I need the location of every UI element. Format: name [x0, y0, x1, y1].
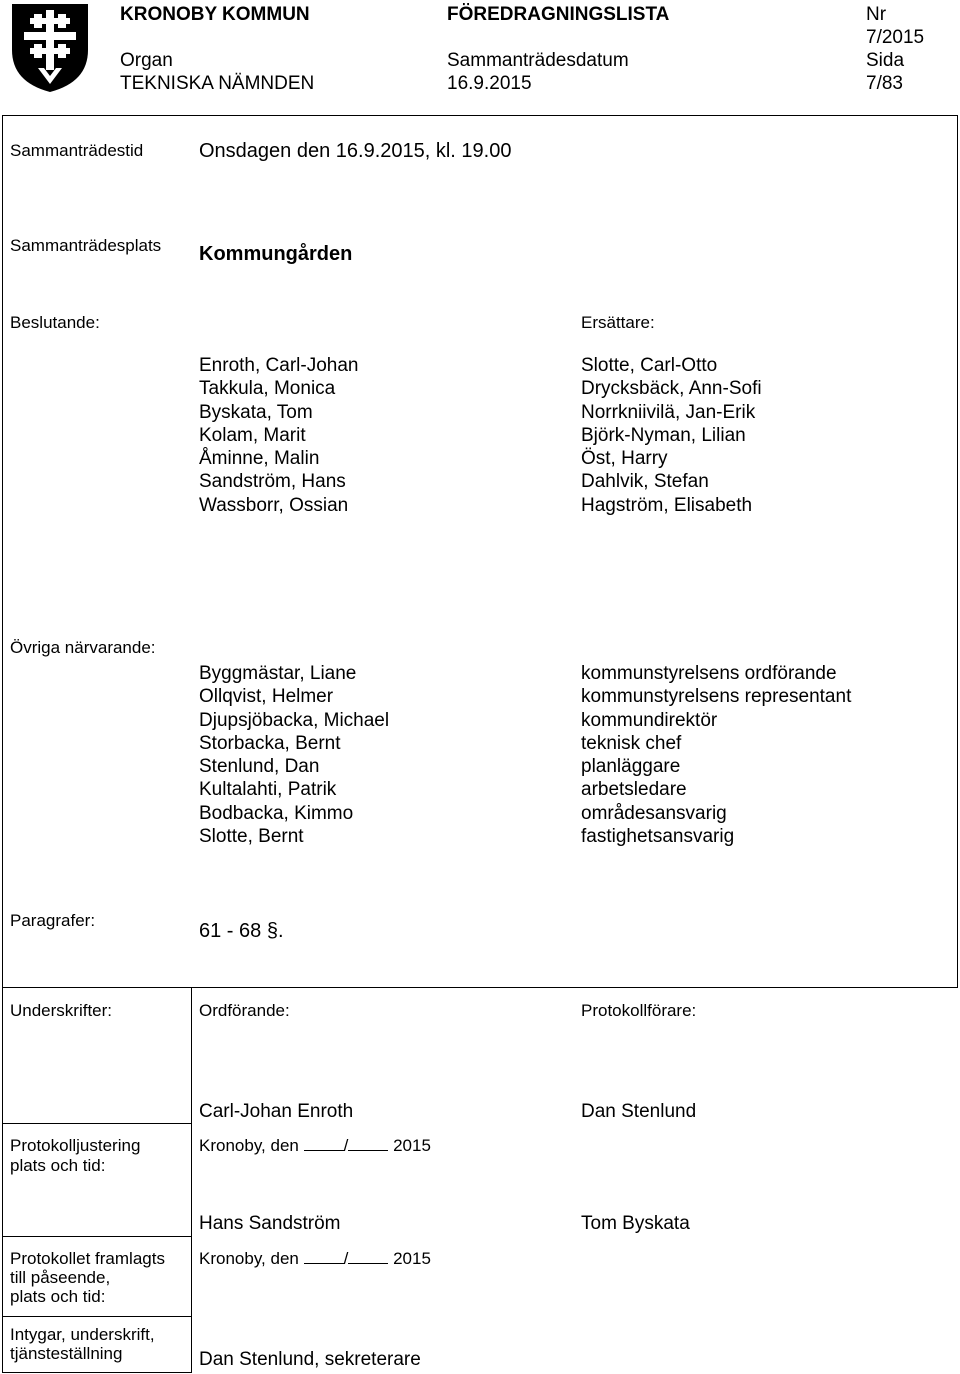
posting-label-line3: plats och tid: — [10, 1287, 106, 1306]
list-item: Wassborr, Ossian — [199, 494, 349, 516]
list-item: Byskata, Tom — [199, 401, 313, 423]
list-item: kommunstyrelsens ordförande — [581, 663, 837, 684]
secretary-name: Dan Stenlund — [581, 1101, 697, 1122]
list-item: Slotte, Bernt — [199, 826, 304, 848]
list-item: Ollqvist, Helmer — [199, 686, 334, 708]
municipal-coat-of-arms-logo — [10, 2, 90, 94]
meeting-date-value: 16.9.2015 — [447, 73, 532, 94]
list-item: områdesansvarig — [581, 802, 727, 824]
adjustment-divider — [2, 1123, 192, 1124]
list-item: Björk-Nyman, Lilian — [581, 424, 746, 446]
frame-bottom-line — [2, 1372, 192, 1373]
meeting-time-label: Sammanträdestid — [10, 141, 144, 160]
posting-divider — [2, 1236, 192, 1237]
list-item: Stenlund, Dan — [199, 756, 320, 778]
meeting-place-label: Sammanträdesplats — [10, 236, 162, 255]
meeting-date-label: Sammanträdesdatum — [447, 50, 629, 71]
list-item: Bodbacka, Kimmo — [199, 802, 354, 824]
list-item: arbetsledare — [581, 779, 687, 801]
page-value: 7/83 — [866, 73, 903, 94]
deciders-label: Beslutande: — [10, 313, 100, 332]
adjustment-label-line1: Protokolljustering — [10, 1136, 141, 1155]
list-item: kommunstyrelsens representant — [581, 686, 852, 708]
date-year: 2015 — [393, 1136, 431, 1155]
date-slash: / — [343, 1249, 349, 1268]
list-item: fastighetsansvarig — [581, 826, 735, 848]
others-roles-list — [581, 662, 851, 848]
meeting-time-value: Onsdagen den 16.9.2015, kl. 19.00 — [199, 140, 512, 162]
list-item: Drycksbäck, Ann-Sofi — [581, 378, 762, 400]
list-item: Norrkniivilä, Jan-Erik — [581, 401, 756, 423]
list-item: Enroth, Carl-Johan — [199, 355, 359, 376]
day-blank — [304, 1249, 344, 1264]
frame-top-line — [2, 115, 957, 116]
list-item: Slotte, Carl-Otto — [581, 355, 718, 376]
place-prefix: Kronoby, den — [199, 1249, 299, 1268]
others-present-label: Övriga närvarande: — [10, 638, 156, 657]
month-blank — [348, 1136, 388, 1151]
list-item: Kolam, Marit — [199, 424, 306, 446]
posting-label-line1: Protokollet framlagts — [10, 1249, 165, 1268]
secretary-label: Protokollförare: — [581, 1001, 697, 1020]
list-item: Kultalahti, Patrik — [199, 779, 337, 801]
certificate-value: Dan Stenlund, sekreterare — [199, 1349, 421, 1370]
substitutes-label: Ersättare: — [581, 313, 655, 332]
list-item: Takkula, Monica — [199, 378, 336, 400]
day-blank — [304, 1136, 344, 1151]
page-label: Sida — [866, 50, 905, 71]
substitutes-list — [581, 354, 762, 517]
posting-place-date — [199, 1249, 431, 1269]
certificate-divider — [2, 1316, 192, 1317]
month-blank — [348, 1249, 388, 1264]
signature-column-divider — [191, 987, 192, 1372]
paragraphs-value: 61 - 68 §. — [199, 920, 284, 942]
date-year: 2015 — [393, 1249, 431, 1268]
organ-value: TEKNISKA NÄMNDEN — [120, 73, 315, 94]
municipality-name: KRONOBY KOMMUN — [120, 4, 310, 25]
others-names-list — [199, 662, 389, 848]
deciders-list — [199, 354, 358, 517]
chair-label: Ordförande: — [199, 1001, 290, 1020]
meeting-place-value: Kommungården — [199, 243, 353, 265]
list-item: Sandström, Hans — [199, 471, 346, 493]
list-item: kommundirektör — [581, 709, 718, 731]
list-item: Dahlvik, Stefan — [581, 471, 709, 493]
organ-label: Organ — [120, 50, 173, 71]
posting-label-line2: till påseende, — [10, 1268, 111, 1287]
list-item: Hagström, Elisabeth — [581, 494, 753, 516]
frame-left-line — [2, 115, 3, 1372]
list-item: teknisk chef — [581, 732, 682, 754]
frame-right-line — [957, 115, 958, 988]
document-type: FÖREDRAGNINGSLISTA — [447, 4, 670, 25]
certificate-label-line2: tjänsteställning — [10, 1344, 123, 1363]
adjuster-1-name: Hans Sandström — [199, 1213, 341, 1234]
nr-label: Nr — [866, 4, 887, 25]
list-item: Storbacka, Bernt — [199, 732, 341, 754]
adjustment-place-date — [199, 1136, 431, 1156]
list-item: Djupsjöbacka, Michael — [199, 709, 390, 731]
certificate-label-line1: Intygar, underskrift, — [10, 1325, 155, 1344]
list-item: Byggmästar, Liane — [199, 663, 357, 684]
place-prefix: Kronoby, den — [199, 1136, 299, 1155]
date-slash: / — [343, 1136, 349, 1155]
adjuster-2-name: Tom Byskata — [581, 1213, 690, 1234]
adjustment-label-line2: plats och tid: — [10, 1156, 106, 1175]
signature-section-line — [2, 987, 957, 988]
list-item: planläggare — [581, 756, 681, 778]
list-item: Åminne, Malin — [199, 448, 320, 470]
paragraphs-label: Paragrafer: — [10, 911, 96, 930]
list-item: Öst, Harry — [581, 448, 668, 470]
nr-value: 7/2015 — [866, 27, 925, 48]
chair-name: Carl-Johan Enroth — [199, 1101, 354, 1122]
signatures-label: Underskrifter: — [10, 1001, 113, 1020]
